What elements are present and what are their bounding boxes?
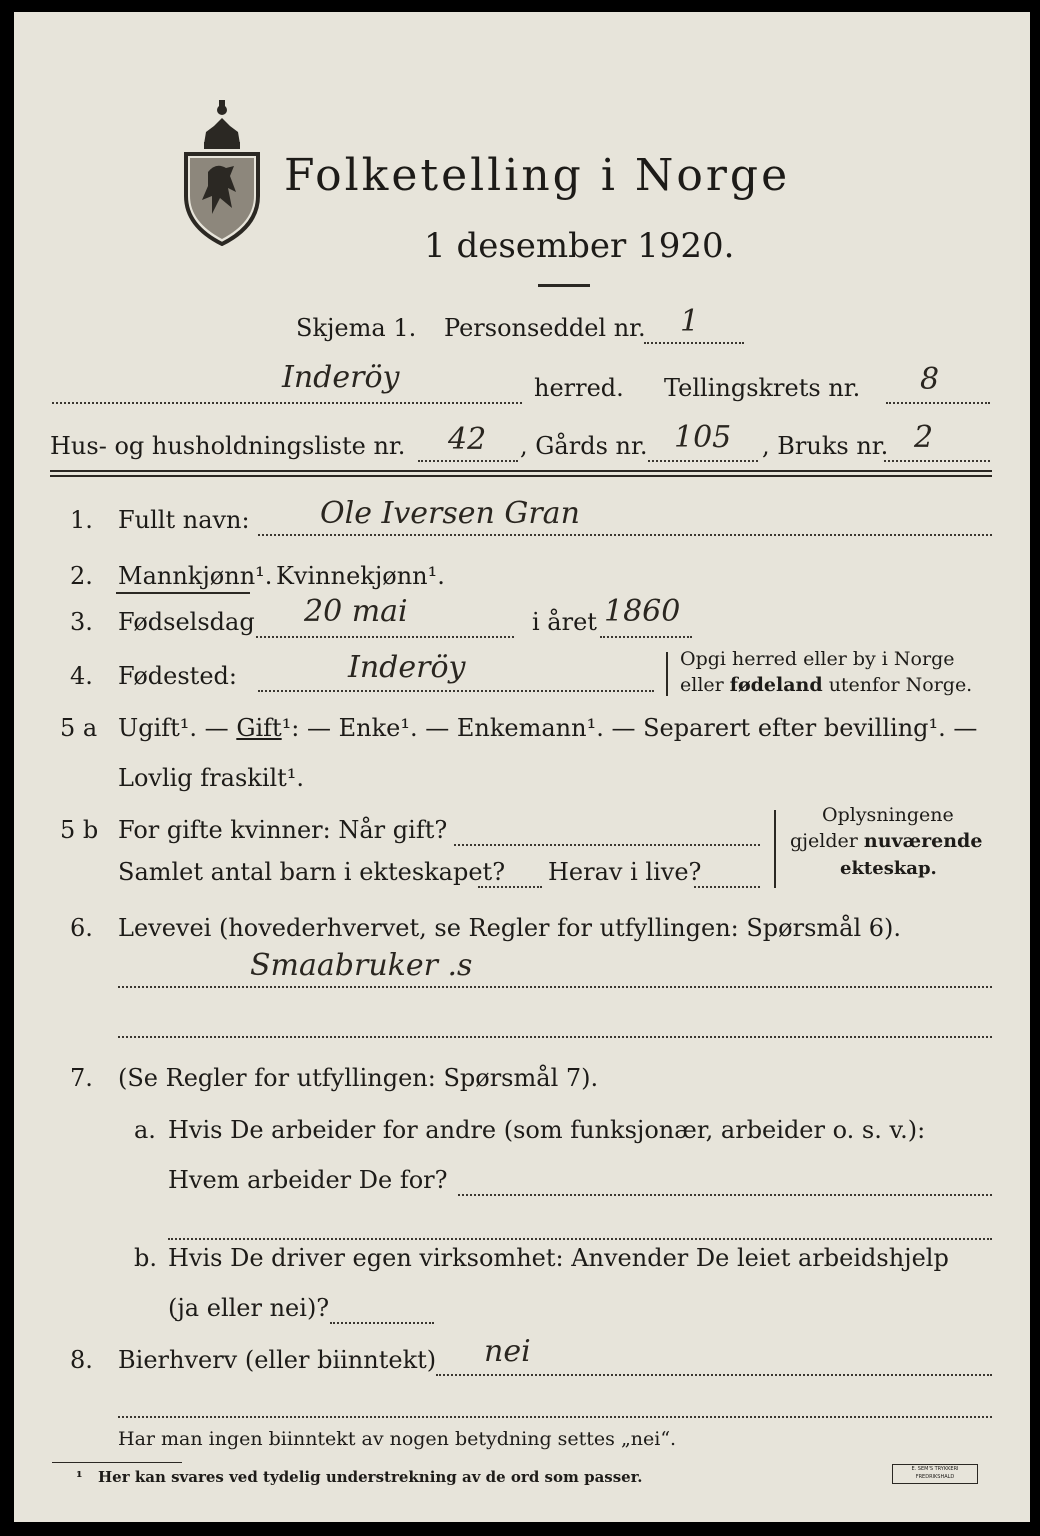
tellingskrets-field[interactable] [886, 402, 990, 404]
q4-label: Fødested: [118, 662, 237, 690]
q2-mann: Mannkjønn¹. [118, 562, 273, 590]
q7-label: (Se Regler for utfyllingen: Spørsmål 7). [118, 1064, 599, 1092]
census-date: 1 desember 1920. [424, 226, 735, 266]
q4-note-end: utenfor Norge. [828, 674, 973, 696]
gards-label: , Gårds nr. [520, 432, 648, 460]
form-title: Folketelling i Norge [284, 150, 791, 201]
q5b-children-field[interactable] [478, 886, 542, 888]
q3-value: 20 mai [304, 594, 408, 629]
q1-field[interactable] [258, 534, 992, 536]
q3-field[interactable] [256, 636, 514, 638]
personseddel-value: 1 [680, 304, 700, 339]
q4-note-line1: Opgi herred eller by i Norge [680, 648, 955, 670]
q7b-number: b. [134, 1244, 157, 1272]
q5b-note2a: gjelder [790, 830, 858, 852]
q5a-number: 5 a [60, 714, 98, 742]
q7b-field[interactable] [330, 1322, 434, 1324]
q3-year-value: 1860 [604, 594, 681, 629]
q7a-text: Hvis De arbeider for andre (som funksjonær, arbeider o. s. v.): [168, 1116, 926, 1144]
q6-field-1[interactable] [118, 986, 992, 988]
q1-number: 1. [70, 506, 93, 534]
q1-value: Ole Iversen Gran [320, 496, 580, 531]
header-double-rule-top [50, 470, 992, 472]
q6-field-2[interactable] [118, 1036, 992, 1038]
q3-label: Fødselsdag [118, 608, 255, 636]
tellingskrets-label: Tellingskrets nr. [664, 374, 861, 402]
herred-label: herred. [534, 374, 624, 402]
q2-number: 2. [70, 562, 93, 590]
q7a-field-1[interactable] [458, 1194, 992, 1196]
bruks-field[interactable] [884, 460, 990, 462]
q5b-note-brace [774, 810, 776, 888]
q4-value: Inderöy [348, 650, 466, 685]
title-divider [538, 284, 590, 287]
q5b-note1: Oplysningene [822, 804, 954, 826]
personseddel-field[interactable] [644, 342, 744, 344]
q4-field[interactable] [258, 690, 654, 692]
census-form [14, 12, 1030, 1522]
q2-mann-underline [116, 592, 250, 594]
q8-label: Bierhverv (eller biinntekt) [118, 1346, 437, 1374]
bruks-value: 2 [914, 420, 934, 455]
q7b-text: Hvis De driver egen virksomhet: Anvender De leiet arbeidshjelp [168, 1244, 949, 1272]
q5b-label1: For gifte kvinner: Når gift? [118, 816, 448, 844]
q4-note-eller: eller [680, 674, 724, 696]
footnote-text: Her kan svares ved tydelig understrekning av de ord som passer. [98, 1468, 643, 1486]
q7a-number: a. [134, 1116, 156, 1144]
q5a-gift: Gift [236, 714, 282, 742]
q8-number: 8. [70, 1346, 93, 1374]
q1-label: Fullt navn: [118, 506, 250, 534]
q7-number: 7. [70, 1064, 93, 1092]
q5b-number: 5 b [60, 816, 99, 844]
q5a-ugift: Ugift¹. — [118, 714, 229, 742]
nei-note: Har man ingen biinntekt av nogen betydning settes „nei“. [118, 1428, 677, 1450]
q5b-label2: Samlet antal barn i ekteskapet? [118, 858, 506, 886]
q4-note-brace [666, 652, 668, 696]
hus-label: Hus- og husholdningsliste nr. [50, 432, 406, 460]
q5a-options [118, 714, 977, 742]
q5b-note2b: nuværende [863, 830, 983, 852]
q5a-line2: Lovlig fraskilt¹. [118, 764, 305, 792]
q7a-question: Hvem arbeider De for? [168, 1166, 448, 1194]
q5b-when-field[interactable] [454, 844, 760, 846]
gards-value: 105 [674, 420, 732, 455]
footnote-divider [52, 1462, 182, 1463]
q7b-question: (ja eller nei)? [168, 1294, 330, 1322]
herred-field[interactable] [52, 402, 522, 404]
footnote-mark: ¹ [76, 1468, 83, 1486]
q6-value: Smaabruker .s [250, 948, 473, 983]
hus-field[interactable] [418, 460, 518, 462]
q3-year-field[interactable] [600, 636, 692, 638]
q7a-field-2[interactable] [168, 1238, 992, 1240]
norway-coat-of-arms-icon [174, 96, 270, 250]
hus-value: 42 [448, 422, 487, 457]
personseddel-label: Personseddel nr. [444, 314, 646, 342]
q5b-label3: Herav i live? [548, 858, 702, 886]
q3-number: 3. [70, 608, 93, 636]
q4-note-line2 [680, 674, 972, 696]
q3-year-label: i året [532, 608, 597, 636]
schema-label: Skjema 1. [296, 314, 417, 342]
q4-note-bold: fødeland [729, 674, 823, 696]
q6-number: 6. [70, 914, 93, 942]
herred-value: Inderöy [282, 360, 400, 395]
q5b-alive-field[interactable] [694, 886, 760, 888]
tellingskrets-value: 8 [920, 362, 940, 397]
q4-number: 4. [70, 662, 93, 690]
q6-label: Levevei (hovederhvervet, se Regler for utfyllingen: Spørsmål 6). [118, 914, 902, 942]
q5b-note3: ekteskap. [840, 858, 937, 879]
header-double-rule-bottom [50, 475, 992, 477]
gards-field[interactable] [648, 460, 758, 462]
q5a-rest: ¹: — Enke¹. — Enkemann¹. — Separert efter bevilling¹. — [281, 714, 978, 742]
q2-kvinne: Kvinnekjønn¹. [276, 562, 445, 590]
q8-field-2[interactable] [118, 1416, 992, 1418]
q5b-note2 [790, 830, 982, 852]
printer-stamp: E. SEM'S TRYKKERI FREDRIKSHALD [892, 1464, 978, 1484]
q8-value: nei [484, 1334, 531, 1369]
q8-field-1[interactable] [436, 1374, 992, 1376]
bruks-label: , Bruks nr. [762, 432, 889, 460]
